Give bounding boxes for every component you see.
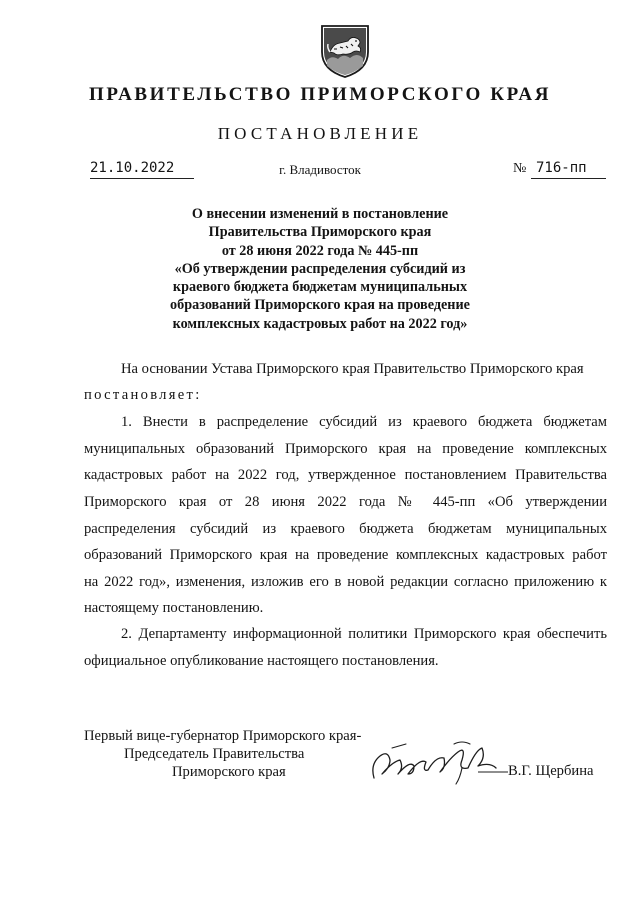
signatory-name: В.Г. Щербина — [508, 763, 594, 779]
number-label: № — [513, 161, 527, 176]
body-line: постановляет: — [84, 387, 202, 403]
body-line: кадастровых работ на 2022 год, утвержденное постановлением Правительства — [84, 467, 607, 483]
body-line: На основании Устава Приморского края Правительство Приморского края — [121, 361, 584, 377]
body-line: муниципальных образований Приморского края на проведение комплексных — [84, 441, 607, 457]
heading-line: краевого бюджета бюджетам муниципальных — [172, 279, 468, 296]
body-line: официальное опубликование настоящего постановления. — [84, 653, 439, 669]
coat-of-arms-icon — [316, 22, 374, 80]
body-line: настоящему постановлению. — [84, 600, 264, 616]
body-line: Приморского края от 28 июня 2022 года № 445-пп «Об утверждении — [84, 494, 607, 510]
signatory-position — [84, 727, 361, 781]
position-line: Председатель Правительства — [124, 746, 305, 762]
position-line: Приморского края — [172, 764, 286, 780]
document-heading — [60, 205, 580, 333]
body-line: образований Приморского края на проведение комплексных кадастровых работ — [84, 547, 607, 563]
heading-line: образований Приморского края на проведение — [170, 297, 470, 314]
heading-line: Правительства Приморского края — [208, 224, 432, 241]
heading-line: от 28 июня 2022 года № 445-пп — [221, 242, 419, 259]
body-line: 2. Департаменту информационной политики Приморского края обеспечить — [121, 626, 607, 642]
heading-line: «Об утверждении распределения субсидий из — [174, 260, 466, 277]
handwritten-signature — [370, 738, 508, 788]
government-title: ПРАВИТЕЛЬСТВО ПРИМОРСКОГО КРАЯ — [88, 84, 552, 105]
body-line: распределения субсидий из краевого бюджета бюджетам муниципальных — [84, 521, 607, 537]
heading-line: комплексных кадастровых работ на 2022 год» — [172, 315, 468, 332]
body-line: 1. Внести в распределение субсидий из краевого бюджета бюджетам — [121, 414, 607, 430]
document-city: г. Владивосток — [279, 162, 361, 177]
document-type: ПОСТАНОВЛЕНИЕ — [217, 124, 423, 143]
body-line: на 2022 год», изменения, изложив его в новой редакции согласно приложению к — [84, 574, 607, 590]
document-number: 716-пп — [536, 160, 587, 176]
document-date: 21.10.2022 — [90, 160, 175, 176]
position-line: Первый вице-губернатор Приморского края- — [84, 728, 362, 744]
heading-line: О внесении изменений в постановление — [191, 206, 449, 222]
